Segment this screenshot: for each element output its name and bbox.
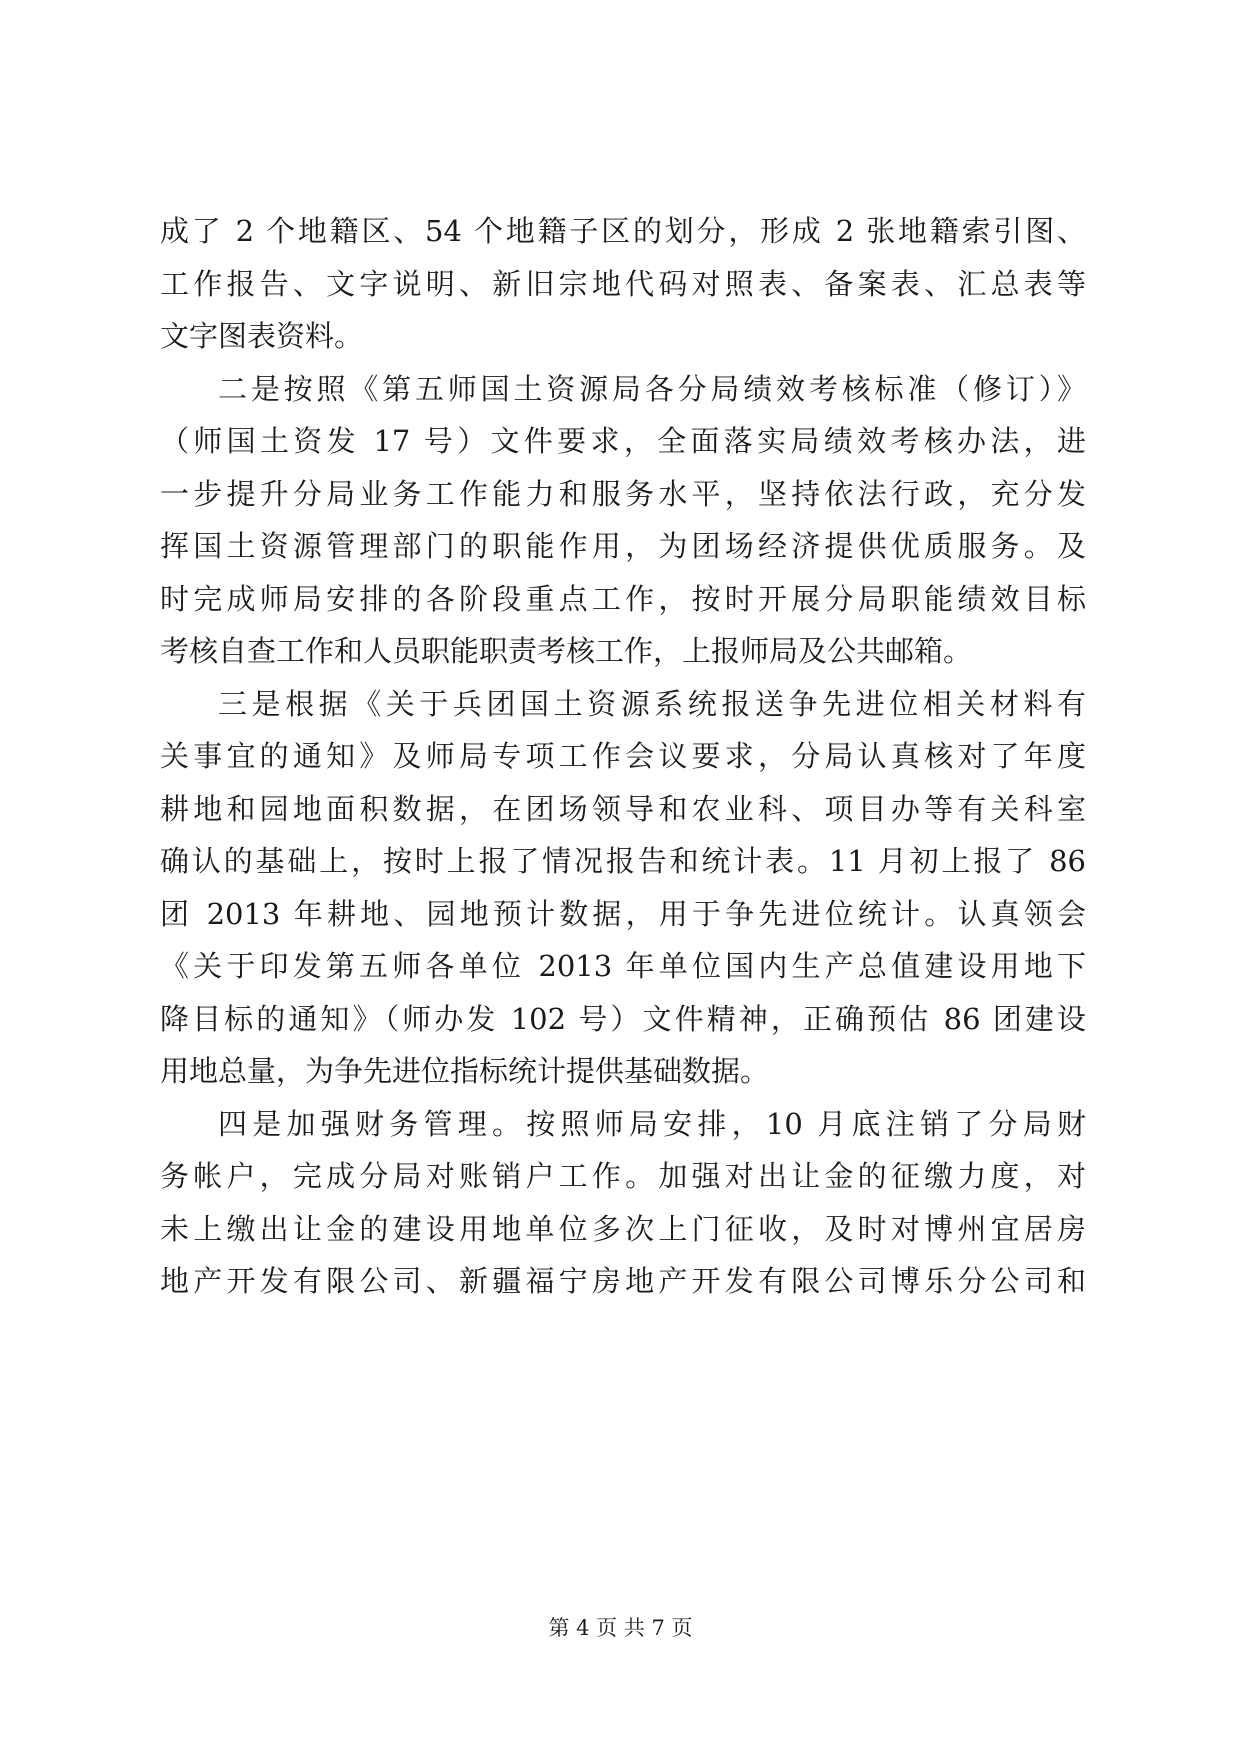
text-line: 确认的基础上，按时上报了情况报告和统计表。11 月初上报了 86 [160, 844, 1086, 878]
text-line: 用地总量，为争先进位指标统计提供基础数据。 [160, 1054, 770, 1088]
page-footer: 第 4 页 共 7 页 [548, 1616, 693, 1640]
text-line: 团 2013 年耕地、园地预计数据，用于争先进位统计。认真领会 [160, 896, 1086, 931]
text-line: 耕地和园地面积数据，在团场领导和农业科、项目办等有关科室 [160, 791, 1086, 826]
document-body [160, 205, 1086, 1308]
text-line: 四是加强财务管理。按照师局安排，10 月底注销了分局财 [218, 1106, 1086, 1141]
text-line: 工作报告、文字说明、新旧宗地代码对照表、备案表、汇总表等 [160, 266, 1086, 301]
text-line: 一步提升分局业务工作能力和服务水平，坚持依法行政，充分发 [160, 476, 1086, 511]
text-line: 地产开发有限公司、新疆福宁房地产开发有限公司博乐分公司和 [160, 1264, 1086, 1298]
text-line: （师国土资发 17 号）文件要求，全面落实局绩效考核办法，进 [160, 424, 1086, 458]
text-line: 考核自查工作和人员职能职责考核工作，上报师局及公共邮箱。 [160, 634, 973, 668]
text-line: 三是根据《关于兵团国土资源系统报送争先进位相关材料有 [218, 686, 1086, 721]
text-line: 挥国土资源管理部门的职能作用，为团场经济提供优质服务。及 [160, 529, 1086, 563]
text-line: 关事宜的通知》及师局专项工作会议要求，分局认真核对了年度 [160, 739, 1086, 773]
text-line: 时完成师局安排的各阶段重点工作，按时开展分局职能绩效目标 [160, 581, 1086, 616]
text-line: 降目标的通知》（师办发 102 号）文件精神，正确预估 86 团建设 [160, 1001, 1086, 1036]
text-line: 《关于印发第五师各单位 2013 年单位国内生产总值建设用地下 [160, 949, 1086, 983]
text-line: 务帐户，完成分局对账销户工作。加强对出让金的征缴力度，对 [160, 1159, 1086, 1193]
text-line: 未上缴出让金的建设用地单位多次上门征收，及时对博州宜居房 [160, 1211, 1086, 1246]
text-line: 文字图表资料。 [160, 319, 364, 353]
text-line: 成了 2 个地籍区、54 个地籍子区的划分，形成 2 张地籍索引图、 [160, 214, 1086, 248]
text-line: 二是按照《第五师国土资源局各分局绩效考核标准（修订）》 [218, 371, 1086, 406]
